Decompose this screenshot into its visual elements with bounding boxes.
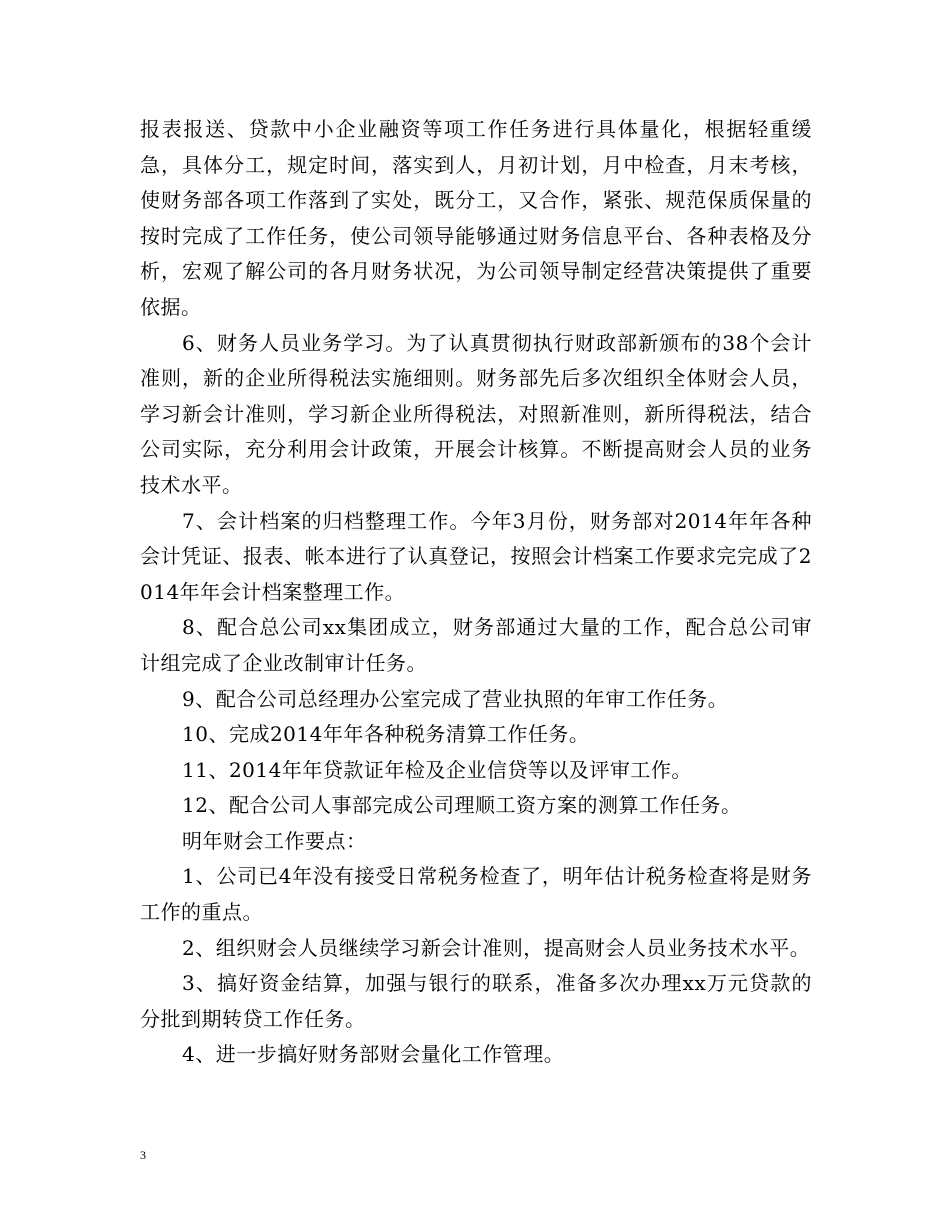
plan-item-3: 3、搞好资金结算，加强与银行的联系，准备多次办理xx万元贷款的分批到期转贷工作任务。	[140, 971, 812, 1031]
document-body	[140, 112, 812, 1073]
page-number: 3	[140, 1148, 146, 1162]
paragraph-item-7: 7、会计档案的归档整理工作。今年3月份，财务部对2014年年各种会计凭证、报表、帐本进行了认真登记，按照会计档案工作要求完完成了2014年年会计档案整理工作。	[140, 508, 812, 604]
paragraph-item-11: 11、2014年年贷款证年检及企业信贷等以及评审工作。	[182, 757, 692, 782]
paragraph-item-8: 8、配合总公司xx集团成立，财务部通过大量的工作，配合总公司审计组完成了企业改制审计任务。	[140, 615, 812, 675]
paragraph-item-6: 6、财务人员业务学习。为了认真贯彻执行财政部新颁布的38个会计准则，新的企业所得税法实施细则。财务部先后多次组织全体财会人员，学习新会计准则，学习新企业所得税法，对照新准则，新所得税法，结合公司实际，充分利用会计政策，开展会计核算。不断提高财会人员的业务技术水平。	[140, 330, 812, 497]
paragraph-item-12: 12、配合公司人事部完成公司理顺工资方案的测算工作任务。	[182, 793, 742, 818]
paragraph-continuation: 报表报送、贷款中小企业融资等项工作任务进行具体量化，根据轻重缓急，具体分工，规定时间，落实到人，月初计划，月中检查，月末考核，使财务部各项工作落到了实处，既分工，又合作，紧张、规范保质保量的按时完成了工作任务，使公司领导能够通过财务信息平台、各种表格及分析，宏观了解公司的各月财务状况，为公司领导制定经营决策提供了重要依据。	[140, 117, 812, 319]
paragraph-item-9: 9、配合公司总经理办公室完成了营业执照的年审工作任务。	[182, 686, 729, 711]
plan-item-1: 1、公司已4年没有接受日常税务检查了，明年估计税务检查将是财务工作的重点。	[140, 864, 812, 925]
paragraph-item-10: 10、完成2014年年各种税务清算工作任务。	[182, 722, 590, 747]
plan-item-4: 4、进一步搞好财务部财会量化工作管理。	[182, 1042, 565, 1067]
section-heading-next-year: 明年财会工作要点：	[182, 828, 367, 853]
plan-item-2: 2、组织财会人员继续学习新会计准则，提高财会人员业务技术水平。	[182, 935, 811, 960]
